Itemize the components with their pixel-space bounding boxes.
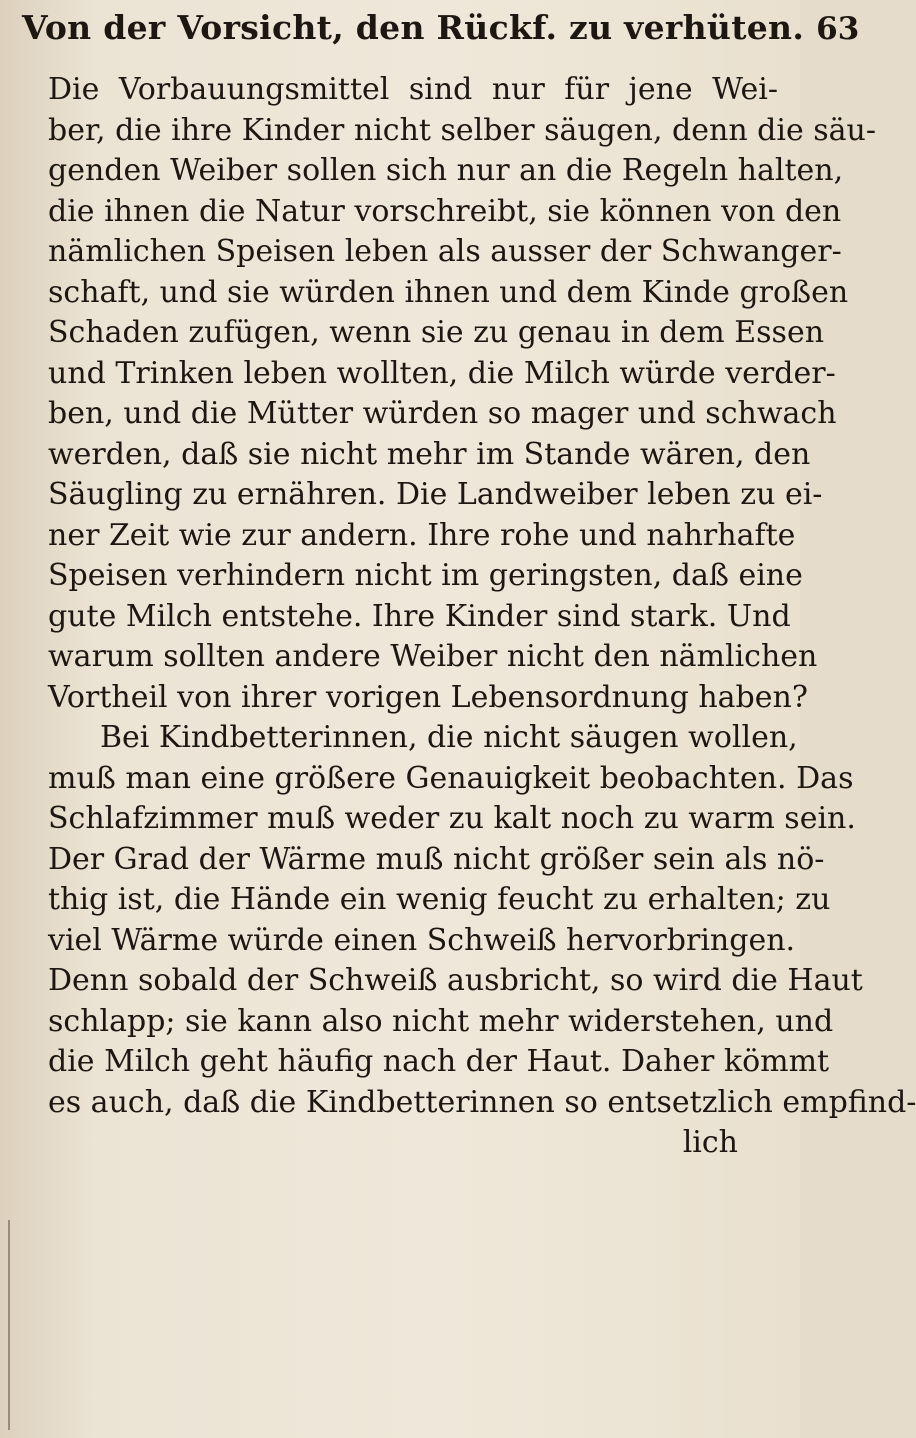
running-title: Von der Vorsicht, den Rückf. zu verhüten. — [22, 8, 805, 47]
text-line: Schlafzimmer muß weder zu kalt noch zu warm sein. — [48, 801, 856, 836]
text-line: schaft, und sie würden ihnen und dem Kinde großen — [48, 274, 849, 310]
body-text — [48, 70, 916, 1164]
text-line: Denn sobald der Schweiß ausbricht, so wird die Haut — [48, 963, 863, 998]
text-line: ner Zeit wie zur andern. Ihre rohe und nahrhafte — [48, 517, 796, 553]
text-line: viel Wärme würde einen Schweiß hervorbringen. — [48, 922, 796, 958]
text-line: Speisen verhindern nicht im geringsten, daß eine — [48, 558, 803, 593]
text-line: schlapp; sie kann also nicht mehr widerstehen, und — [48, 1003, 834, 1039]
text-line: nämlichen Speisen leben als ausser der Schwanger- — [48, 234, 842, 269]
text-line: Vortheil von ihrer vorigen Lebensordnung haben? — [48, 679, 808, 715]
text-line: genden Weiber sollen sich nur an die Regeln halten, — [48, 153, 844, 188]
text-line: gute Milch entstehe. Ihre Kinder sind stark. Und — [48, 598, 791, 634]
text-line: warum sollten andere Weiber nicht den nämlichen — [48, 639, 818, 674]
text-line: die ihnen die Natur vorschreibt, sie können von den — [48, 193, 842, 229]
text-line: Schaden zufügen, wenn sie zu genau in dem Essen — [48, 315, 825, 350]
gutter-shadow — [8, 1220, 10, 1430]
running-header — [22, 8, 860, 54]
text-line: Der Grad der Wärme muß nicht größer sein als nö- — [48, 841, 825, 877]
text-line: ber, die ihre Kinder nicht selber säugen, denn die säu- — [48, 112, 877, 148]
text-line: Säugling zu ernähren. Die Landweiber leben zu ei- — [48, 477, 823, 512]
text-line: es auch, daß die Kindbetterinnen so entsetzlich empfind- — [48, 1084, 916, 1120]
text-line: muß man eine größere Genauigkeit beobachten. Das — [48, 760, 854, 796]
catchword: lich — [682, 1125, 738, 1160]
text-line: die Milch geht häufig nach der Haut. Daher kömmt — [48, 1044, 830, 1079]
page-number: 63 — [816, 11, 860, 47]
text-line: und Trinken leben wollten, die Milch würde verder- — [48, 355, 836, 391]
text-line: thig ist, die Hände ein wenig feucht zu erhalten; zu — [48, 882, 831, 917]
text-line: Die Vorbauungsmittel sind nur für jene Wei- — [48, 72, 778, 107]
text-line: Bei Kindbetterinnen, die nicht säugen wollen, — [100, 720, 798, 755]
text-line: ben, und die Mütter würden so mager und schwach — [48, 396, 837, 431]
text-line: werden, daß sie nicht mehr im Stande wären, den — [48, 436, 811, 472]
